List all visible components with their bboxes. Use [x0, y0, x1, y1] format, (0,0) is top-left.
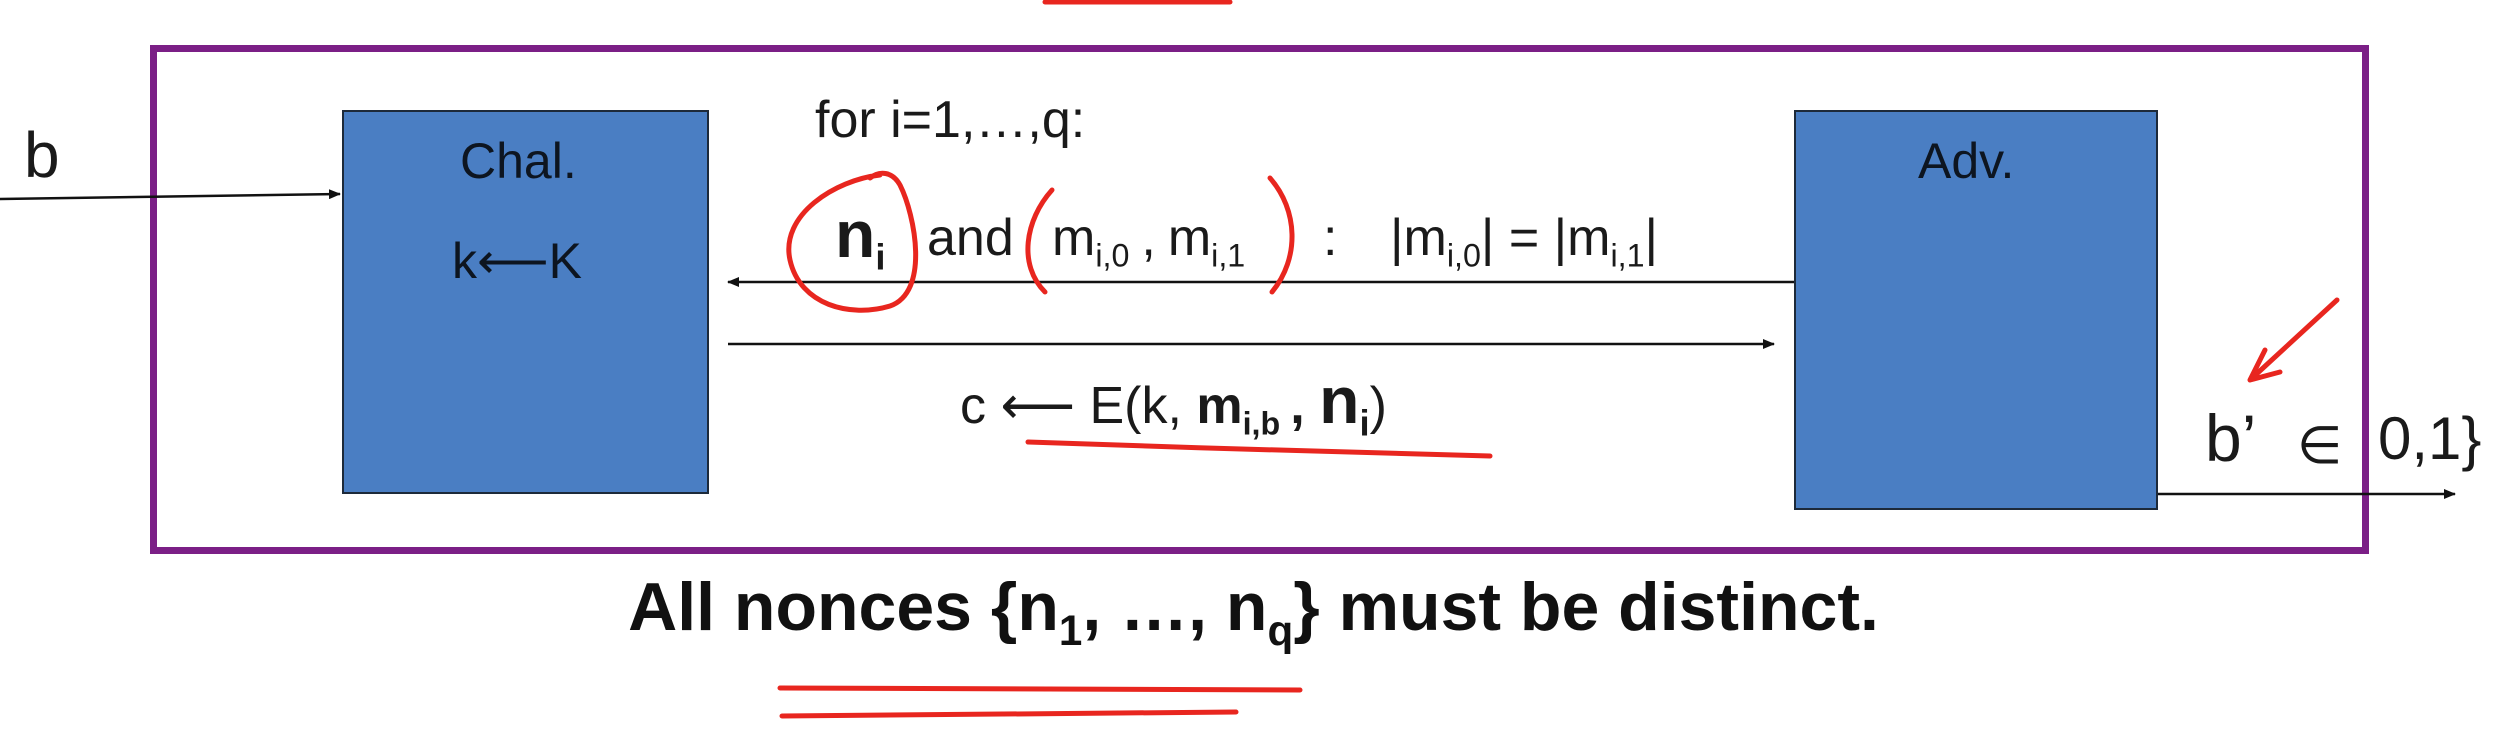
input-bit: b	[24, 119, 60, 191]
output-check-annotation	[2250, 300, 2337, 380]
ciphertext-response: c ⟵ E(k, $m_{i,b}$ , $n_i$)	[960, 363, 1387, 444]
loop-header: for i=1,…,q:	[815, 91, 1086, 149]
caption-underline-annotation-1	[780, 688, 1300, 690]
right-paren-annotation	[1270, 178, 1292, 292]
query-and: and	[927, 209, 1014, 267]
response-underline-annotation	[1028, 442, 1490, 456]
left-paren-annotation	[1028, 190, 1052, 292]
caption-underline-annotation-2	[782, 712, 1236, 716]
query-nonce: $n_i$	[835, 197, 886, 278]
length-constraint: $|m_{i,0}| = |m_{i,1}|$	[1390, 209, 1659, 274]
caption: All nonces {$n_1$, …, $n_q$} must be distinct.	[628, 569, 1879, 654]
input-arrow	[0, 194, 340, 199]
challenger-label: Chal.	[460, 133, 577, 189]
output-bit: b’	[2205, 401, 2257, 475]
output-set: 0,1}	[2378, 405, 2482, 472]
member-symbol: ∈	[2297, 417, 2343, 475]
key-generation: k⟵K	[452, 233, 583, 289]
query-message-pair: $m_{i,0}$ , $m_{i,1}$	[1052, 209, 1246, 274]
adversary-label: Adv.	[1918, 133, 2015, 189]
query-colon: :	[1323, 209, 1338, 267]
nonce-circle-annotation	[789, 173, 916, 310]
